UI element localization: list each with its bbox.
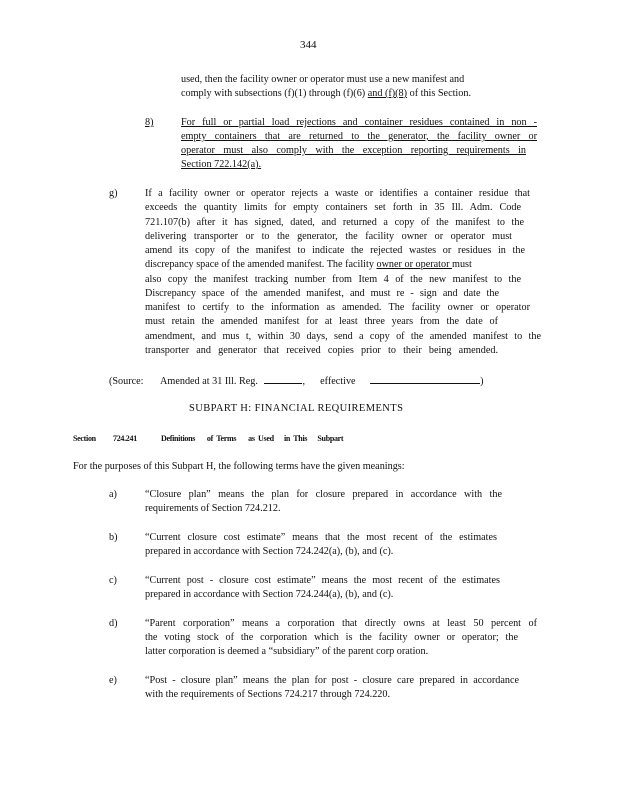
item-g-line-6 (145, 258, 472, 272)
definition-label: c) (109, 575, 117, 586)
definition-label: d) (109, 618, 118, 629)
definition-c-line-2: prepared in accordance with Section 724.244(a), (b), and (c). (145, 589, 394, 600)
page-number: 344 (300, 39, 317, 51)
definition-a-line-2: requirements of Section 724.212. (145, 503, 281, 514)
definition-b-line-2: prepared in accordance with Section 724.242(a), (b), and (c). (145, 546, 394, 557)
definition-d-line-1: “Parent corporation” means a corporation that directly owns at least 50 percent of (145, 618, 537, 629)
item-g-line-7: also copy the manifest tracking number from Item 4 of the new manifest to the (145, 274, 521, 285)
item-g-line-11: amendment, and mus t, within 30 days, send a copy of the amended manifest to the (145, 331, 541, 342)
source-amended: Amended at 31 Ill. Reg. (160, 376, 258, 387)
item-g-line-5: amend its copy of the manifest to indicate the rejected wastes or residues in the (145, 245, 525, 256)
item-8-label: 8) (145, 117, 154, 128)
item-g-line-6-end: must (452, 259, 472, 270)
item-g-line-2: exceeds the quantity limits for empty containers set forth in 35 Ill. Adm. Code (145, 202, 521, 213)
source-effective: effective (320, 376, 356, 387)
item-g-line-3: 721.107(b) after it has signed, dated, and returned a copy of the manifest to the (145, 217, 524, 228)
definition-d-line-3: latter corporation is deemed a “subsidiary” of the parent corp oration. (145, 646, 429, 657)
item-8-line-2: empty containers that are returned to the generator, the facility owner or (181, 131, 537, 142)
subpart-heading: SUBPART H: FINANCIAL REQUIREMENTS (189, 403, 404, 414)
effective-date-blank (370, 373, 480, 384)
definition-d-line-2: the voting stock of the corporation which is the facility owner or operator; the (145, 632, 518, 643)
source-label: (Source: (109, 376, 144, 387)
item-8-line-4: Section 722.142(a). (181, 159, 262, 170)
inserted-owner-operator: owner or operator (376, 259, 453, 270)
continuation-line-2 (181, 87, 471, 101)
section-number: 724.241 (113, 434, 137, 443)
item-g-label: g) (109, 188, 118, 199)
item-g-line-8: Discrepancy space of the amended manifest, and must re - sign and date the (145, 288, 499, 299)
continuation-line-1: used, then the facility owner or operator must use a new manifest and (181, 74, 465, 85)
section-label: Section (73, 434, 96, 443)
definition-c-line-1: “Current post - closure cost estimate” means the most recent of the estimates (145, 575, 500, 586)
item-g-line-1: If a facility owner or operator rejects a waste or identifies a container residue that (145, 188, 530, 199)
definition-label: b) (109, 532, 118, 543)
item-8-line-1: For full or partial load rejections and container residues contained in non - (181, 117, 537, 128)
item-g-line-4: delivering transporter or to the generator, the facility owner or operator must (145, 231, 512, 242)
definition-label: e) (109, 675, 117, 686)
source-note (109, 373, 484, 389)
item-g-line-10: must retain the amended manifest for at least three years from the date of (145, 316, 498, 327)
definition-label: a) (109, 489, 117, 500)
item-g-line-9: manifest to certify to the information as amended. The facility owner or operator (145, 302, 530, 313)
definition-e-line-1: “Post - closure plan” means the plan for post - closure care prepared in accordance (145, 675, 519, 686)
definition-a-line-1: “Closure plan” means the plan for closure prepared in accordance with the (145, 489, 502, 500)
definition-e-line-2: with the requirements of Sections 724.217 through 724.220. (145, 689, 391, 700)
item-8-line-3: operator must also comply with the exception reporting requirements in (181, 145, 526, 156)
inserted-text: and (f)(8) (367, 88, 408, 99)
item-g-line-12: transporter and generator that received copies prior to their being amended. (145, 345, 498, 356)
intro-text: For the purposes of this Subpart H, the following terms have the given meanings: (73, 461, 405, 472)
section-title: Definitions of Terms as Used in This Subpart (161, 434, 344, 443)
volume-blank (264, 373, 302, 384)
continuation-text-end: of this Section. (407, 88, 471, 99)
definition-b-line-1: “Current closure cost estimate” means that the most recent of the estimates (145, 532, 497, 543)
source-comma: , (302, 376, 306, 387)
source-close-paren: ) (480, 376, 484, 387)
continuation-text: comply with subsections (f)(1) through (f)(6) (181, 88, 366, 99)
item-g-line-6-text: discrepancy space of the amended manifest. The facility (145, 259, 377, 270)
